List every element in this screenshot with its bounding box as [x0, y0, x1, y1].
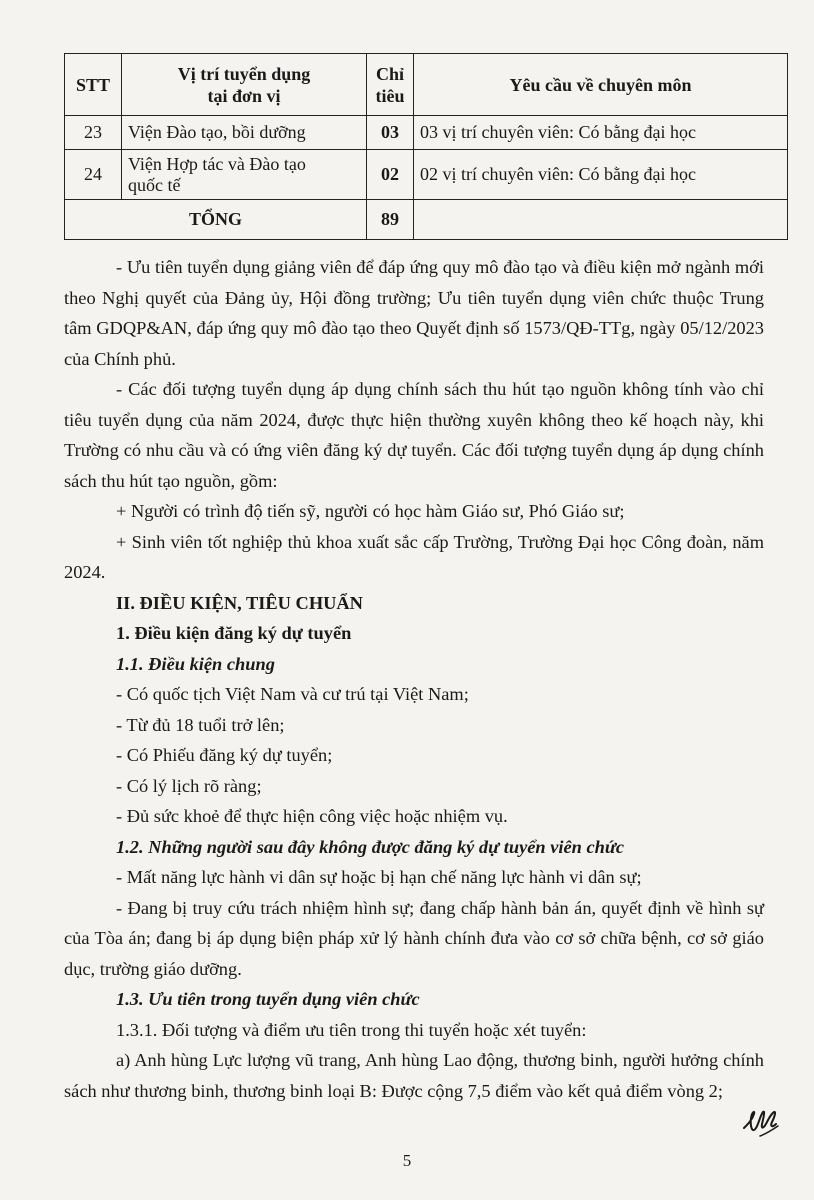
table-row: [65, 150, 788, 200]
header-quota-line1: Chỉ: [375, 63, 404, 84]
total-value: 89: [367, 200, 414, 240]
condition-item: - Đủ sức khoẻ để thực hiện công việc hoặc nhiệm vụ.: [116, 806, 508, 826]
section-heading-1-2: 1.2. Những người sau đây không được đăng ký dự tuyển viên chức: [116, 836, 625, 857]
paragraph-doctorate: + Người có trình độ tiến sỹ, người có học hàm Giáo sư, Phó Giáo sư;: [116, 501, 625, 521]
total-label: TỔNG: [65, 200, 367, 240]
row-stt: 23: [65, 116, 122, 150]
exclusion-item: - Mất năng lực hành vi dân sự hoặc bị hạn chế năng lực hành vi dân sự;: [116, 867, 642, 887]
row-unit-line1: Viện Hợp tác và Đào tạo: [128, 153, 306, 174]
recruitment-table: [64, 53, 788, 240]
section-heading-1-3-1: 1.3.1. Đối tượng và điểm ưu tiên trong thi tuyển hoặc xét tuyển:: [116, 1019, 587, 1040]
condition-item: - Từ đủ 18 tuổi trở lên;: [116, 714, 285, 735]
condition-item: - Có lý lịch rõ ràng;: [116, 775, 262, 796]
header-quota-line2: tiêu: [375, 85, 405, 106]
row-unit: Viện Đào tạo, bồi dưỡng: [122, 116, 367, 150]
row-requirement: 03 vị trí chuyên viên: Có bằng đại học: [414, 116, 788, 150]
header-position: [122, 54, 367, 116]
header-position-line2: tại đơn vị: [207, 85, 281, 106]
total-empty-cell: [414, 200, 788, 240]
condition-item: - Có Phiếu đăng ký dự tuyển;: [116, 745, 333, 765]
row-unit-line2: quốc tế: [128, 174, 181, 195]
table-row: [65, 116, 788, 150]
priority-item-a: a) Anh hùng Lực lượng vũ trang, Anh hùng Lao động, thương binh, người hưởng chính sách như thương binh, thương binh loại B: Được cộng 7,5 điểm vào kết quả điểm vòng 2;: [64, 1050, 764, 1101]
row-quota: 02: [367, 150, 414, 200]
row-quota: 03: [367, 116, 414, 150]
section-heading-1-1: 1.1. Điều kiện chung: [116, 653, 275, 674]
condition-item: - Có quốc tịch Việt Nam và cư trú tại Việt Nam;: [116, 684, 469, 704]
section-heading-1: 1. Điều kiện đăng ký dự tuyển: [116, 623, 352, 643]
table-total-row: [65, 200, 788, 240]
paragraph-attraction-policy: - Các đối tượng tuyển dụng áp dụng chính sách thu hút tạo nguồn không tính vào chỉ tiêu tuyển dụng của năm 2024, được thực hiện thường xuyên không theo kế hoạch này, khi Trường có nhu cầu và có ứng viên đăng ký dự tuyển. Các đối tượng tuyển dụng áp dụng chính sách thu hút tạo nguồn, gồm:: [64, 379, 764, 491]
paragraph-priority: - Ưu tiên tuyển dụng giảng viên để đáp ứng quy mô đào tạo và điều kiện mở ngành mới theo Nghị quyết của Đảng ủy, Hội đồng trường; Ưu tiên tuyển dụng viên chức thuộc Trung tâm GDQP&AN, đáp ứng quy mô đào tạo theo Quyết định số 1573/QĐ-TTg, ngày 05/12/2023 của Chính phủ.: [64, 257, 764, 369]
row-unit: [122, 150, 367, 200]
header-requirements: Yêu cầu về chuyên môn: [414, 54, 788, 116]
document-body: [64, 252, 764, 1106]
table-header-row: [65, 54, 788, 116]
page-number: 5: [402, 1151, 412, 1170]
section-heading-1-3: 1.3. Ưu tiên trong tuyển dụng viên chức: [116, 989, 420, 1009]
header-position-line1: Vị trí tuyển dụng: [177, 63, 311, 84]
paragraph-valedictorian: + Sinh viên tốt nghiệp thủ khoa xuất sắc cấp Trường, Trường Đại học Công đoàn, năm 2024.: [64, 531, 764, 582]
exclusion-item: - Đang bị truy cứu trách nhiệm hình sự; đang chấp hành bản án, quyết định về hình sự của Tòa án; đang bị áp dụng biện pháp xử lý hành chính đưa vào cơ sở chữa bệnh, cơ sở giáo dục, trường giáo dưỡng.: [64, 897, 764, 979]
row-requirement: 02 vị trí chuyên viên: Có bằng đại học: [414, 150, 788, 200]
initials-signature-icon: [738, 1098, 784, 1142]
header-stt: STT: [65, 54, 122, 116]
section-heading-ii: II. ĐIỀU KIỆN, TIÊU CHUẨN: [116, 592, 363, 613]
header-quota: [367, 54, 414, 116]
row-stt: 24: [65, 150, 122, 200]
